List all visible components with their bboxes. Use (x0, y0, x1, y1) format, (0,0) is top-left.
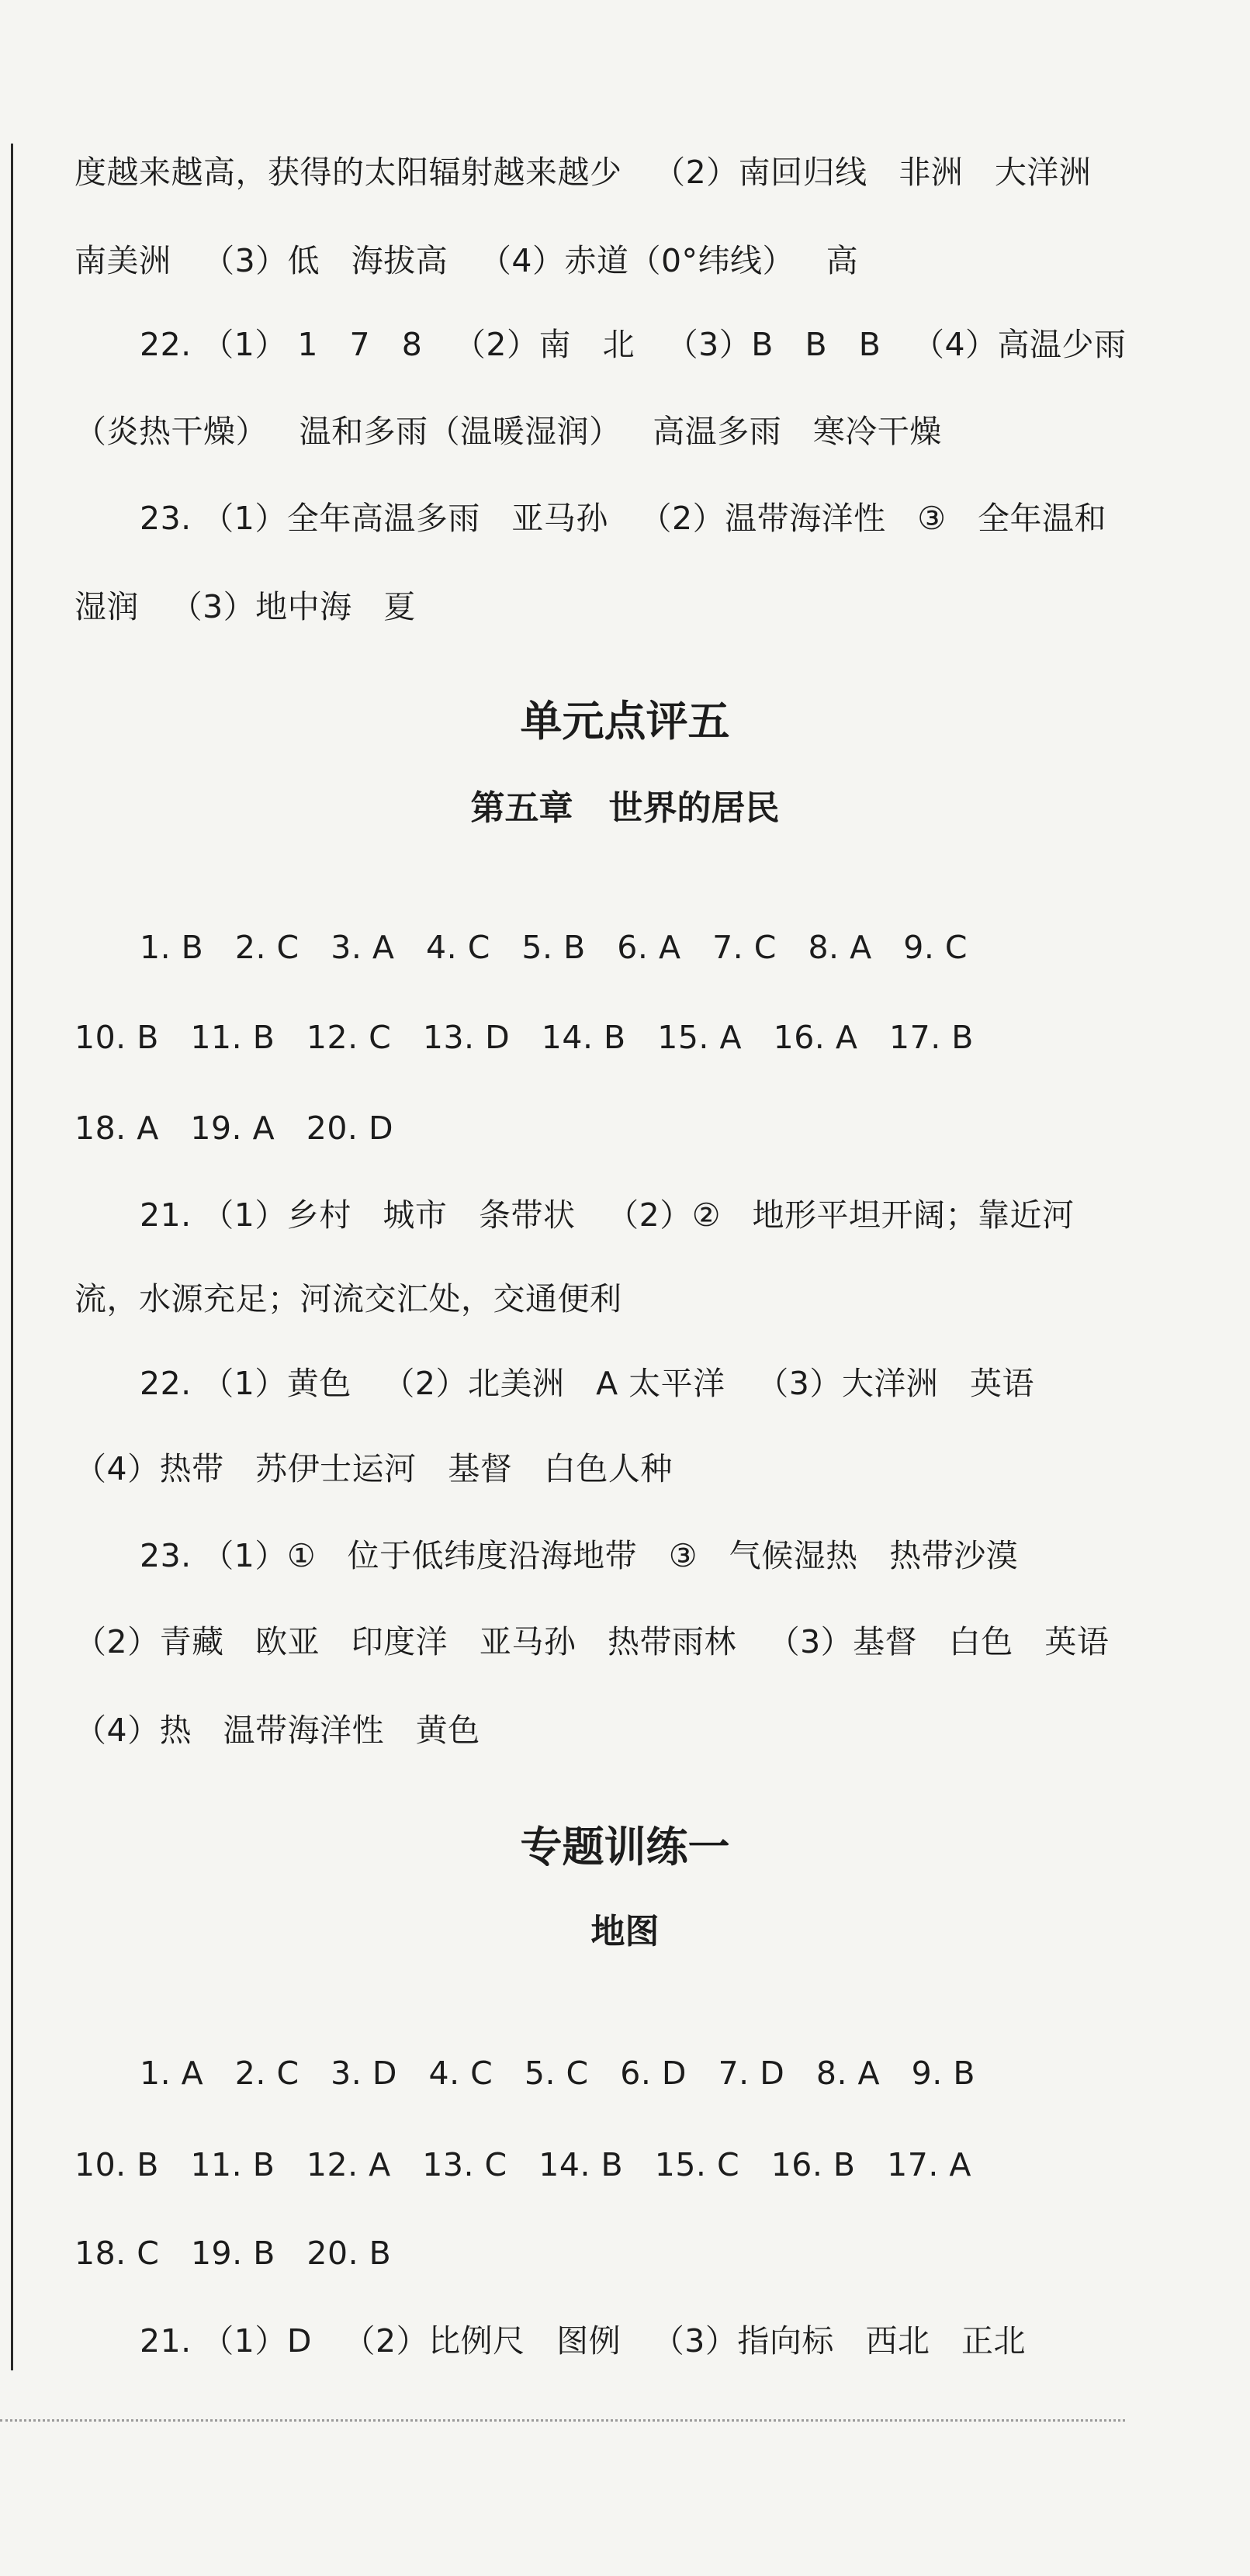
topic-training-title: 专题训练一 (520, 1823, 730, 1871)
answer-line: 21. （1）乡村 城市 条带状 （2）② 地形平坦开阔；靠近河 (140, 1196, 1075, 1234)
answer-line: 22. （1）黄色 （2）北美洲 A 太平洋 （3）大洋洲 英语 (140, 1365, 1034, 1402)
answer-line: 10. B 11. B 12. C 13. D 14. B 15. A 16. A 17. B (74, 1019, 974, 1056)
answer-line: 18. C 19. B 20. B (74, 2235, 392, 2272)
answer-line: 南美洲 （3）低 海拔高 （4）赤道（0°纬线） 高 (74, 242, 859, 279)
answer-line: （炎热干燥） 温和多雨（温暖湿润） 高温多雨 寒冷干燥 (74, 413, 942, 450)
answer-line: 10. B 11. B 12. A 13. C 14. B 15. C 16. B 17. A (74, 2146, 971, 2183)
answer-line: 23. （1）① 位于低纬度沿海地带 ③ 气候湿热 热带沙漠 (140, 1537, 1019, 1574)
answer-line: 1. A 2. C 3. D 4. C 5. C 6. D 7. D 8. A 9. B (140, 2055, 975, 2092)
unit-review-title: 单元点评五 (520, 697, 730, 746)
answer-line: （2）青藏 欧亚 印度洋 亚马孙 热带雨林 （3）基督 白色 英语 (74, 1623, 1110, 1660)
chapter-title: 第五章 世界的居民 (470, 788, 780, 828)
answer-line: 1. B 2. C 3. A 4. C 5. B 6. A 7. C 8. A 9. C (140, 929, 968, 966)
left-margin-rule (11, 144, 13, 2370)
bottom-dotted-rule (0, 2419, 1125, 2422)
answer-line: 23. （1）全年高温多雨 亚马孙 （2）温带海洋性 ③ 全年温和 (140, 500, 1107, 537)
answer-line: （4）热带 苏伊士运河 基督 白色人种 (74, 1450, 673, 1487)
answer-line: 度越来越高，获得的太阳辐射越来越少 （2）南回归线 非洲 大洋洲 (74, 154, 1092, 191)
answer-line: 流，水源充足；河流交汇处，交通便利 (74, 1280, 622, 1317)
answer-line: 18. A 19. A 20. D (74, 1110, 394, 1147)
answer-line: （4）热 温带海洋性 黄色 (74, 1712, 480, 1749)
answer-line: 湿润 （3）地中海 夏 (74, 588, 416, 625)
answer-line: 22. （1） 1 7 8 （2）南 北 （3）B B B （4）高温少雨 (140, 326, 1127, 363)
topic-subtitle: 地图 (590, 1912, 660, 1951)
answer-line: 21. （1）D （2）比例尺 图例 （3）指向标 西北 正北 (140, 2322, 1027, 2360)
